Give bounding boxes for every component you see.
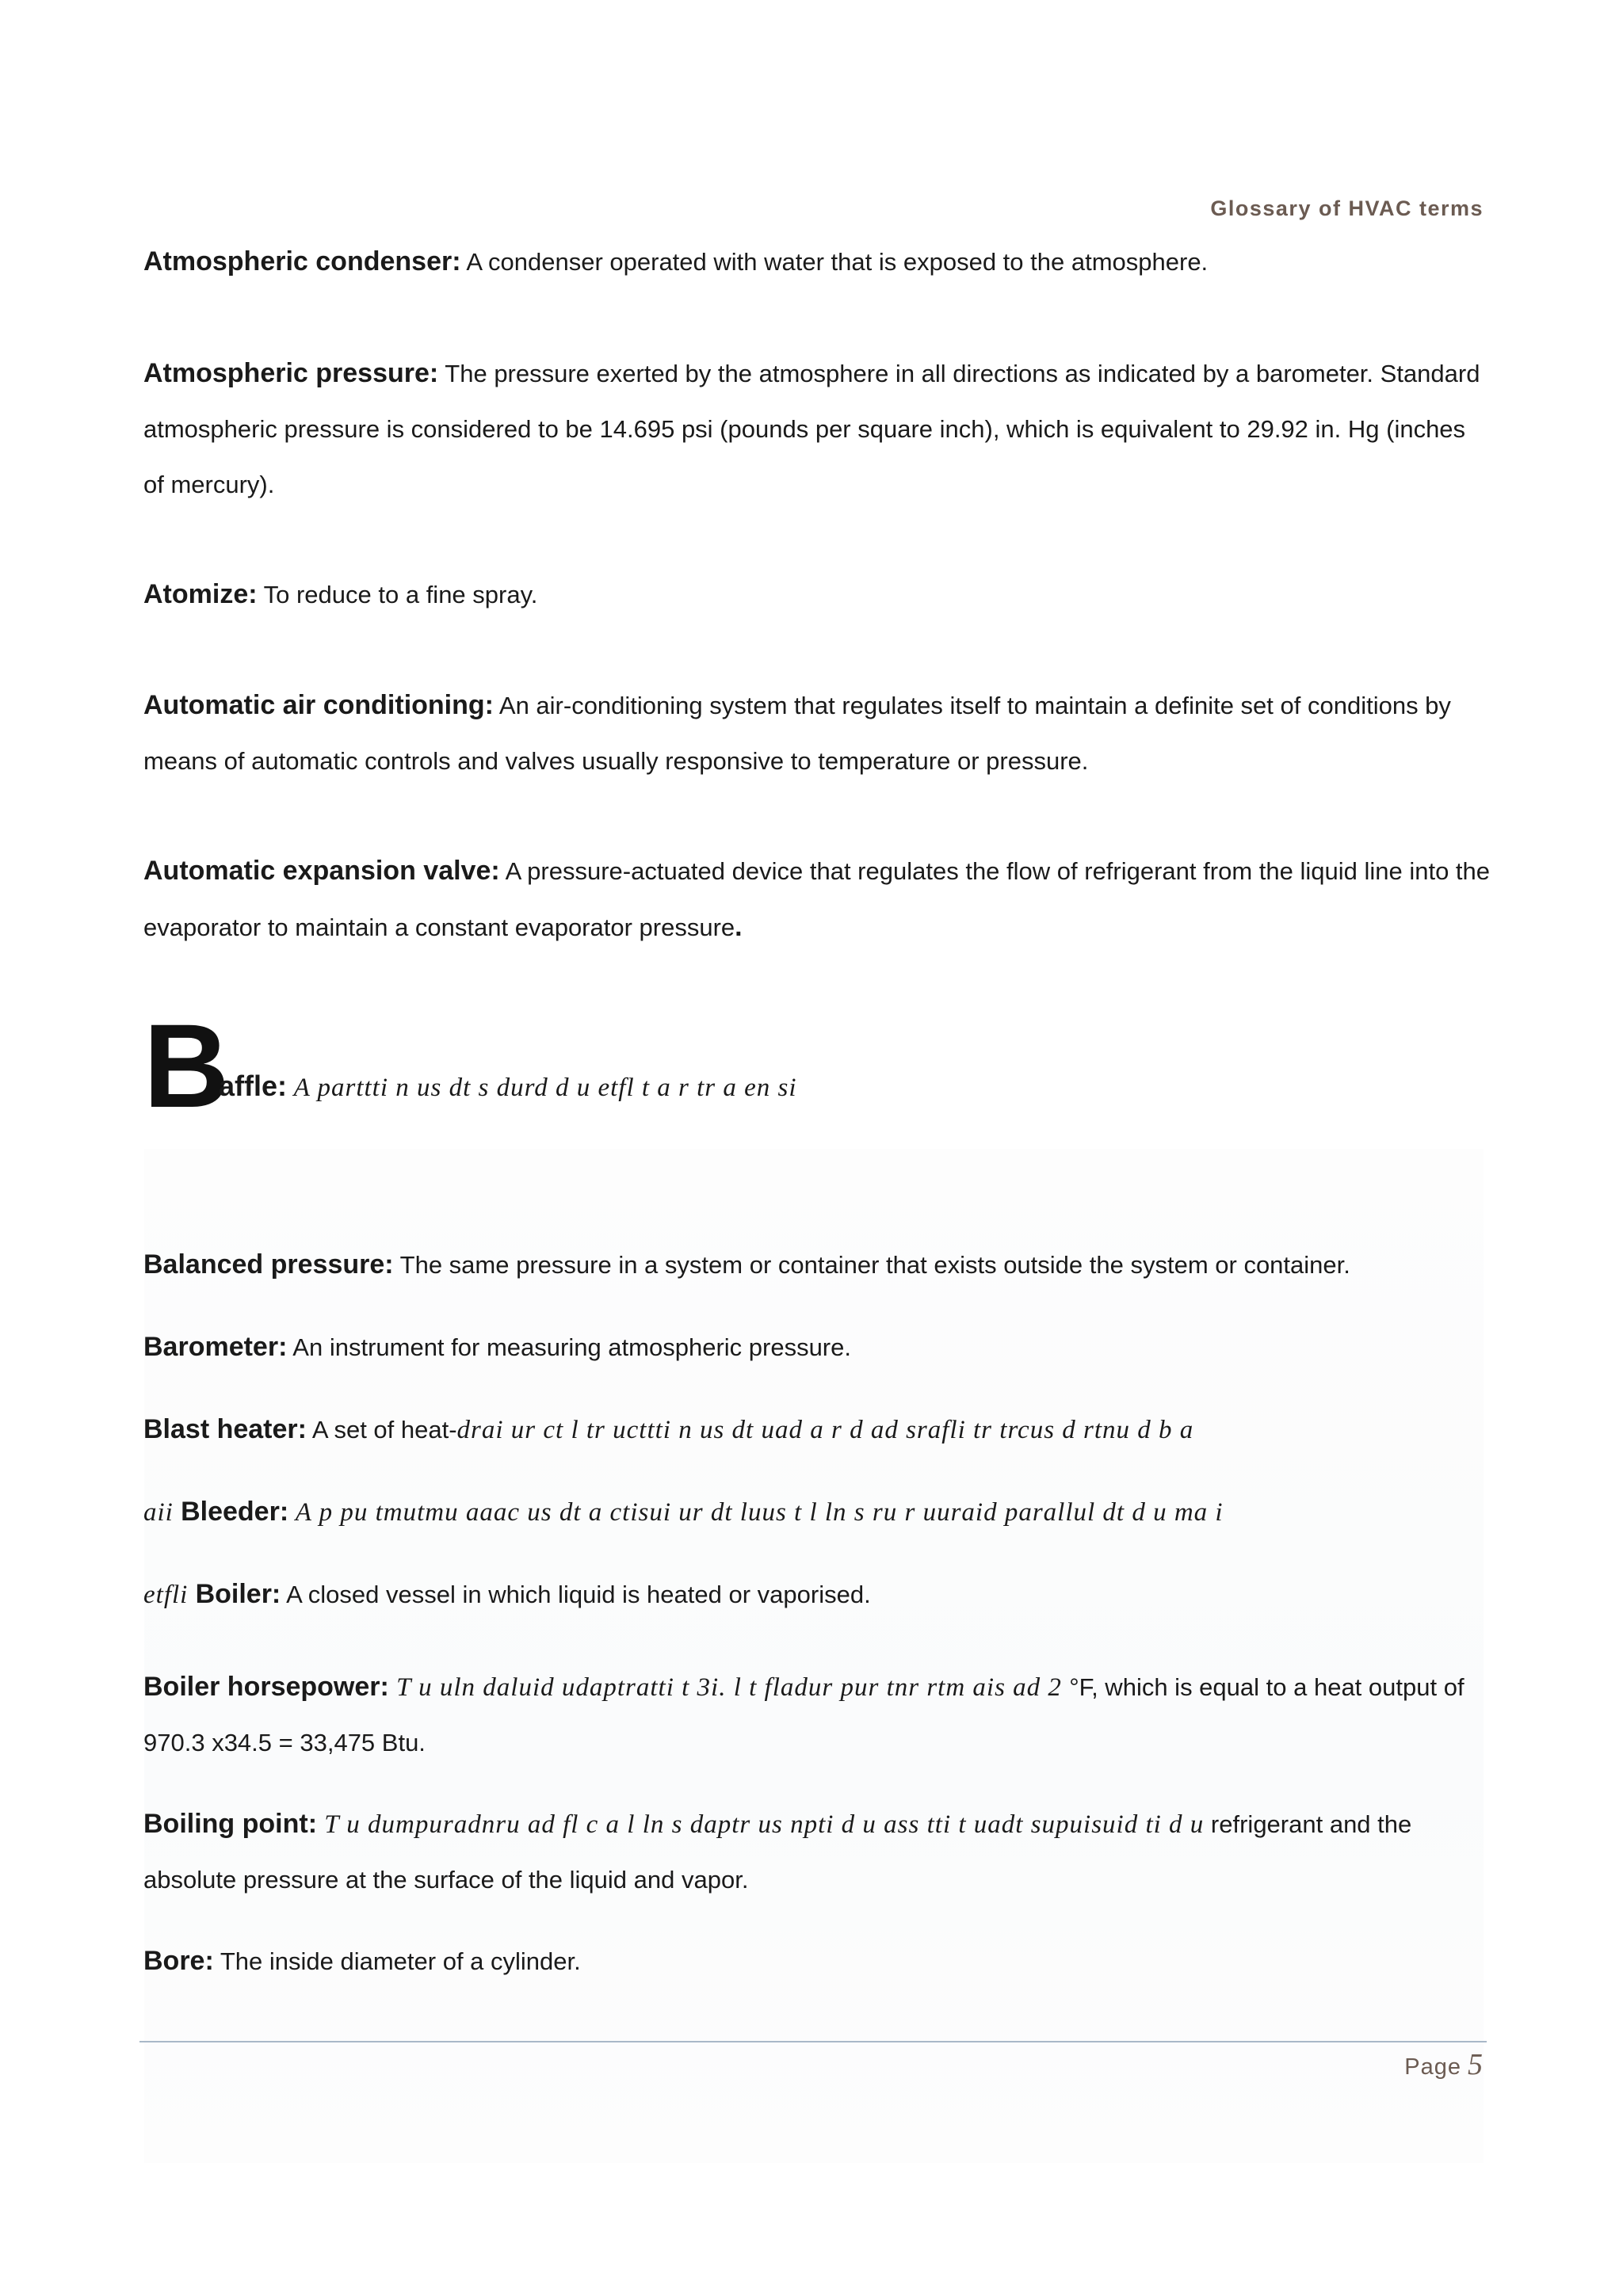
entry-definition: The inside diameter of a cylinder. [213,1947,581,1975]
entry-term: Atmospheric pressure: [143,358,439,388]
entry-atmospheric-condenser [143,234,1491,290]
entry-definition: A pressure-actuated device that regulates the flow of refrigerant from the liquid line into the evaporator to maintain a constant evaporator pressure [143,857,1491,941]
entry-balanced-pressure [143,1237,1491,1293]
entry-term: Boiler horsepower: [143,1672,389,1702]
entry-term: Bore: [143,1946,214,1976]
entry-definition-end: . [735,912,743,942]
entry-term: Bleeder: [181,1497,289,1527]
entry-atomize [143,566,1491,623]
page-label: Page [1404,2054,1461,2080]
entry-term: Barometer: [143,1332,288,1362]
entry-definition: The pressure exerted by the atmosphere in all directions as indicated by a barometer. Standard atmospheric pressure is considered to be 14.695 psi (pounds per square inch), which is equivalent to 29.92 in. Hg (inches of mercury). [143,360,1480,498]
entry-boiler-horsepower [143,1659,1491,1771]
entry-definition: A parttti n us dt s durd d u etfl t a r tr a en si [287,1074,797,1102]
page-number-value: 5 [1468,2048,1484,2081]
entry-definition: T u uln daluid udaptratti t 3i. l t fladur pur tnr rtm ais ad 2 [388,1673,1070,1702]
entry-term: Atomize: [143,579,258,609]
entry-term: Automatic air conditioning: [143,690,494,720]
entry-boiling-point [143,1796,1491,1908]
entry-definition: The same pressure in a system or container that exists outside the system or container. [393,1251,1350,1279]
entry-definition: A closed vessel in which liquid is heated or vaporised. [281,1581,871,1608]
entry-term: Boiling point: [143,1809,318,1839]
entry-barometer [143,1319,1491,1375]
entry-atmospheric-pressure [143,345,1491,513]
entry-term: Boiler: [195,1579,281,1609]
entry-definition: An instrument for measuring atmospheric pressure. [287,1333,851,1361]
entry-bore [143,1933,1491,1989]
entry-definition: drai ur ct l tr ucttti n us dt uad a r d ad srafli tr trcus d rtnu d b a [456,1416,1194,1444]
section-letter: B [143,999,230,1132]
entry-definition: A condenser operated with water that is exposed to the atmosphere. [460,248,1209,276]
entry-prefix: etfli [143,1581,196,1609]
entry-prefix: aii [143,1498,181,1527]
entry-automatic-expansion-valve [143,843,1491,955]
entry-definition-plain: °F, which is equal to a heat output of 970.3 x34.5 = 33,475 Btu. [143,1673,1465,1756]
entry-definition: T u dumpuradnru ad fl c a l ln s daptr us npti d u ass tti t uadt supuisuid ti d u [317,1810,1205,1839]
entry-automatic-air-conditioning [143,677,1491,789]
entry-definition: To reduce to a fine spray. [257,581,538,608]
page-number [1404,2047,1484,2082]
entry-definition-plain: refrigerant and the absolute pressure at the surface of the liquid and vapor. [143,1810,1412,1894]
entry-definition-plain: A set of heat- [306,1416,457,1444]
entry-blast-heater [143,1402,1491,1458]
page-shade [144,1149,1484,2163]
entry-term: Atmospheric condenser: [143,246,461,277]
running-header: Glossary of HVAC terms [1210,196,1484,220]
entry-term: Balanced pressure: [143,1249,394,1280]
entry-baffle [219,1070,797,1103]
entry-definition: A p pu tmutmu aaac us dt a ctisui ur dt luus t l ln s ru r uuraid parallul dt d u ma i [288,1498,1224,1527]
footer-divider [139,2041,1487,2042]
entry-definition: An air-conditioning system that regulates itself to maintain a definite set of conditions by means of automatic controls and valves usually responsive to temperature or pressure. [143,692,1451,775]
entry-term: Automatic expansion valve: [143,856,500,886]
entry-boiler [143,1566,1491,1623]
entry-term: affle: [219,1070,288,1102]
entry-term: Blast heater: [143,1414,307,1444]
entry-bleeder [143,1484,1491,1540]
